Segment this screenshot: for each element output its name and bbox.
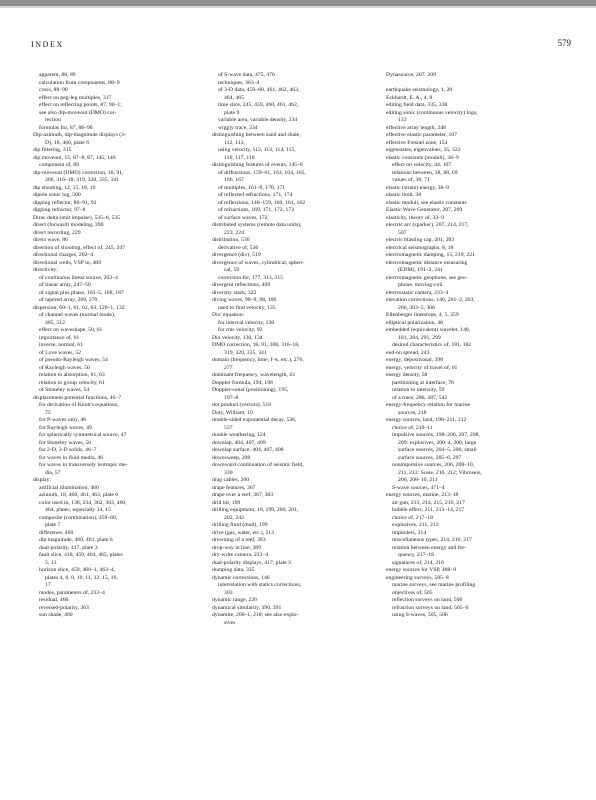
index-entry-continuation: sives — [224, 619, 236, 626]
index-entry: Doty, William, 19 — [212, 409, 253, 416]
index-entry: dispersion, 60–1, 61, 62, 63, 120–1, 132 — [33, 304, 125, 311]
index-entry: display: — [33, 477, 52, 483]
index-entry: downsweep, 208 — [212, 454, 251, 461]
index-entry: effective array length, 248 — [386, 124, 446, 131]
index-entry: elastic limit, 38 — [386, 192, 422, 198]
index-entry: distribution, 536 — [212, 237, 250, 243]
index-subentry: of reflected refractions, 171, 174 — [218, 192, 293, 198]
index-entry-continuation: 330 — [224, 469, 233, 476]
index-subentry: of reflections, 146–159, 160, 161, 162 — [218, 199, 306, 206]
index-subentry: of diffractions, 159–61, 163, 164, 165, — [218, 169, 306, 176]
index-entry: elasticity, theory of, 33–9 — [386, 214, 444, 221]
index-subentry: objectives of, 505 — [392, 589, 433, 596]
index-subentry: interrelation with statics corrections, — [218, 582, 302, 588]
index-entry: double-sided exponential decay, 536, — [212, 417, 297, 423]
index-entry: energy, depositional, 398 — [386, 357, 444, 363]
index-subentry: importance of, 61 — [39, 334, 80, 341]
index-entry: downlap surface, 404, 407, 408 — [212, 447, 284, 453]
index-subentry: for waves in transversely isotropic me- — [39, 462, 128, 468]
index-entry: dynamic corrections, 146 — [212, 574, 270, 581]
index-subentry: choice of, 210–11 — [392, 424, 433, 431]
index-subentry: effect on reflecting points, 87, 90–1; — [39, 102, 122, 108]
index-entry: end-on spread, 243 — [386, 349, 430, 356]
index-entry: elastic constants (moduli), 38–9 — [386, 154, 459, 161]
index-subentry: explosives, 211, 213 — [392, 522, 439, 528]
index-subentry: azimuth, 18, 460, 461, 463, plate 6 — [39, 492, 119, 498]
index-entry: direction of shooting, effect of, 245, 247 — [33, 244, 125, 251]
index-entry: dynamite, 200–1, 218; see also explo- — [212, 612, 299, 618]
index-entry: domain (frequency, time, f–k, etc.), 276, — [212, 357, 304, 363]
index-subentry: for Stoneley waves, 50 — [39, 439, 92, 446]
index-entry: Ellenberger limestone, 4, 5, 359 — [386, 312, 459, 318]
index-entry-continuation: plates 4, 6, 8, 10, 11, 12, 15, 16, — [45, 574, 118, 581]
index-entry: energy sources for VSP, 488–9 — [386, 567, 457, 573]
index-entry-continuation: 17 — [45, 582, 51, 588]
index-subentry: of Love waves, 52 — [39, 349, 82, 356]
index-entry: directional wells, VSP in, 489 — [33, 259, 101, 266]
index-subentry: correction for, 177, 313, 315 — [218, 274, 284, 281]
index-entry-continuation: 319, 320, 335, 341 — [224, 349, 267, 356]
index-entry: electromagnetic distance measuring — [386, 259, 468, 266]
index-subentry: derivative of, 536 — [218, 244, 259, 251]
index-entry: drag cables, 260 — [212, 477, 250, 483]
index-entry: downlap, 404, 407, 409 — [212, 439, 266, 446]
index-entry: elastic (strain) energy, 38–9 — [386, 184, 450, 191]
index-entry-continuation: 209: explosives, 200–4, 206; large — [398, 439, 477, 446]
index-entry-continuation: surface sources, 204–5, 206; small — [398, 447, 477, 453]
index-entry-continuation: sources, 218 — [398, 409, 427, 416]
index-subentry: of linear array, 247–50 — [39, 282, 91, 288]
index-column-3 — [386, 72, 566, 620]
index-entry: energy sources, land, 198–211, 212 — [386, 417, 467, 423]
index-entry: drape over a reef, 367, 383 — [212, 492, 274, 498]
index-entry-continuation: D), 18, 460, plate 6 — [45, 139, 90, 146]
index-column-1 — [33, 72, 205, 620]
index-subentry: for P-waves only, 46 — [39, 417, 87, 423]
index-subentry: of channel waves (normal mode), — [39, 312, 116, 318]
index-subentry: component of, 89 — [39, 162, 79, 168]
index-entry-continuation: 112, 113, — [224, 139, 245, 146]
index-entry: direct (forward) modeling, 390 — [33, 222, 104, 228]
index-subentry: of signal plus phase, 163–5, 168, 187 — [39, 289, 124, 296]
index-entry: dipping refractor, 97–8 — [33, 207, 86, 213]
index-subentry: for 2-D, 3-D solids, 46–7 — [39, 447, 97, 453]
page-number: 579 — [557, 38, 571, 48]
index-entry: dot product (vectors), 518 — [212, 402, 272, 408]
index-subentry: relation between energy and fre- — [392, 544, 466, 551]
index-entry: divergent reflections, 409 — [212, 282, 271, 288]
index-subentry: for Rayleigh waves, 49 — [39, 424, 92, 431]
index-subentry: artificial illumination, 460 — [39, 484, 99, 491]
index-subentry: modes, parameters of, 233–4 — [39, 589, 105, 596]
index-entry-continuation: 5, 13 — [45, 559, 57, 566]
index-subentry: calculation from components, 88–9 — [39, 79, 120, 86]
index-entry: distributed systems (remote data units), — [212, 222, 302, 228]
index-subentry: composite (combination), 459–60, — [39, 514, 118, 521]
index-subentry: using S-waves, 505, 506 — [392, 612, 448, 618]
index-subentry: for interval velocity, 130 — [218, 319, 275, 326]
index-entry: editing field data, 335, 338 — [386, 102, 448, 108]
index-entry-continuation: 306, 316–18, 319, 320, 335, 341 — [45, 177, 119, 183]
index-entry-continuation: plate 7 — [45, 522, 61, 528]
index-entry: directional charges, 202–4 — [33, 252, 94, 258]
index-entry: dry-write camera, 233–4 — [212, 552, 269, 558]
index-entry: dip moveout, 15, 87–8, 87, 145, 146 — [33, 154, 116, 161]
index-entry: Dynasource, 207, 209 — [386, 72, 436, 78]
index-entry: dipping reflector, 86–91, 92 — [33, 199, 97, 206]
index-subentry: sun shade, 460 — [39, 612, 73, 618]
index-entry: Dirac delta (unit impulse), 535–6, 535 — [33, 214, 121, 221]
index-subentry: apparent, 88, 89 — [39, 72, 76, 78]
index-entry-continuation: 266, 303–5, 306 — [398, 304, 435, 311]
index-entry: elliptical polarization, 46 — [386, 319, 444, 326]
index-entry-continuation: 133 — [398, 117, 407, 123]
index-entry: energy sources, marine, 213–18 — [386, 492, 459, 498]
index-entry-continuation: 116, 117, 118 — [224, 154, 255, 161]
index-subentry: see also dip-moveout (DMO) cor- — [39, 109, 117, 116]
index-subentry: of continuous linear source, 203–4 — [39, 274, 118, 281]
index-entry: electrical seismographs, 8, 18 — [386, 244, 454, 251]
index-entry-continuation: 211, 212: Sosie, 210, 212; Vibroseis, — [398, 469, 482, 476]
index-entry: directivity: — [33, 267, 58, 273]
index-subentry: time slice, 245, 459, 460, 461, 462, — [218, 102, 299, 108]
index-entry: divergence (div), 519 — [212, 252, 261, 258]
index-entry: electromagnetic geophone, see geo- — [386, 274, 468, 281]
index-subentry: of a trace, 286, 287, 542 — [392, 394, 448, 401]
index-subentry: dip magnitude, 460, 461, plate 6 — [39, 537, 113, 543]
index-subentry: used to find velocity, 135 — [218, 304, 276, 311]
index-entry-continuation: 197–8 — [224, 394, 239, 401]
index-entry: earthquake seismology, 1, 28 — [386, 87, 453, 93]
index-column-2 — [212, 72, 384, 627]
index-subentry: residual, 460 — [39, 597, 69, 603]
index-subentry: effect on waveshape, 50, 61 — [39, 327, 103, 333]
index-entry-continuation: 206, 208–10, 211 — [398, 477, 438, 483]
index-subentry: choice of, 217–18 — [392, 514, 433, 521]
index-subentry: wiggly trace, 234 — [218, 124, 258, 131]
index-entry: drive (gas, water, etc.), 513 — [212, 529, 274, 536]
index-entry: drape features, 367 — [212, 484, 256, 491]
index-entry: eigenstates, eigenvalues, 35, 522 — [386, 147, 461, 153]
index-entry-continuation: rection — [45, 117, 61, 123]
index-entry: dual-polarity displays, 417, plate 3 — [212, 559, 291, 566]
index-entry: energy-frequency relation for marine — [386, 402, 471, 408]
running-head: INDEX — [31, 40, 64, 49]
index-entry: dumping data, 335 — [212, 567, 255, 573]
index-subentry: horizon slice, 459, 460–1, 463–4, — [39, 567, 116, 573]
index-entry: dip filtering, 315 — [33, 147, 72, 153]
index-subentry: S-wave sources, 471–4 — [392, 484, 445, 491]
index-entry: drilling equipment, 18, 199, 200, 201, — [212, 507, 299, 513]
index-entry: dynamic range, 226 — [212, 597, 258, 603]
index-entry-continuation: 464, 465 — [224, 94, 244, 101]
index-subentry: for waves in fluid media, 46 — [39, 454, 104, 461]
index-entry: elevation corrections, 146, 261–2, 263, — [386, 297, 475, 303]
index-subentry: for rms velocity, 92 — [218, 327, 263, 333]
index-entry: electromagnetic damping, 15, 219, 221 — [386, 252, 475, 258]
index-entry: dynamical similarity, 390, 391 — [212, 604, 282, 611]
index-entry: effective Fresnel zone, 154 — [386, 139, 448, 146]
index-entry-continuation: 277 — [224, 364, 233, 371]
index-entry: divergence of waves, cylindrical, spheri- — [212, 259, 305, 266]
index-entry: drill bit, 199 — [212, 499, 241, 506]
index-entry: displacement potential functions, 46–7 — [33, 394, 122, 401]
index-subentry: miscellaneous types, 214, 216, 217 — [392, 537, 472, 543]
index-entry: engineering surveys, 505–8 — [386, 574, 449, 581]
index-entry-continuation: 166, 167 — [224, 177, 244, 183]
index-subentry: relation to intensity, 59 — [392, 387, 445, 393]
index-entry-continuation: 223, 224 — [224, 229, 244, 236]
index-subentry: for derivation of Knott's equations, — [39, 402, 119, 408]
index-entry: drowning of a reef, 383 — [212, 537, 266, 543]
index-subentry: air gun, 213, 214, 215, 216, 217 — [392, 499, 465, 506]
index-subentry: partitioning at interface, 76 — [392, 379, 454, 386]
index-subentry: of surface waves, 172 — [218, 214, 268, 221]
index-subentry: of tapered array, 269, 270 — [39, 297, 98, 303]
index-subentry: relation to group velocity, 61 — [39, 379, 105, 386]
index-entry: electric arc (sparker), 207, 214, 217, — [386, 222, 469, 228]
index-entry-continuation: cal, 59 — [224, 267, 240, 273]
index-subentry: color used in, 138, 234, 362, 363, 460, — [39, 499, 127, 506]
index-subentry: refraction surveys on land, 505–6 — [392, 604, 469, 611]
index-entry: diving waves, 98–9, 98, 100 — [212, 297, 277, 303]
index-entry: Doppler formula, 194, 198 — [212, 379, 273, 386]
index-entry-continuation: 485, 512 — [45, 319, 65, 326]
index-entry: dipole sonic log, 500 — [33, 192, 81, 198]
index-entry: electrostatic camera, 233–4 — [386, 289, 449, 296]
index-subentry: techniques, 363–4 — [218, 79, 260, 86]
index-subentry: fault slice, 418, 459, 464, 465, plates — [39, 552, 123, 558]
index-entry: DMO correction, 18, 91, 306, 316–18, — [212, 342, 300, 348]
index-subentry: of Rayleigh waves, 50 — [39, 364, 90, 371]
index-subentry: imploders, 214 — [392, 529, 427, 536]
index-subentry: using velocity, 112, 113, 114, 115, — [218, 147, 296, 153]
index-entry-continuation: plate 9 — [224, 109, 240, 116]
index-subentry: bubble effect, 211, 213–14, 217 — [392, 507, 465, 513]
index-entry: double weathering, 124 — [212, 432, 266, 438]
index-subentry: reflection surveys on land, 506 — [392, 597, 463, 603]
index-subentry: values of, 38, 71 — [392, 177, 430, 183]
index-entry-continuation: 537 — [224, 424, 233, 431]
index-entry: Doppler-sonar (positioning), 195, — [212, 387, 289, 393]
index-entry-continuation: phone, moving-coil — [398, 282, 443, 288]
index-entry: diversity stack, 322 — [212, 289, 257, 296]
index-subentry: difference, 460 — [39, 529, 74, 536]
index-entry: elastic moduli, see elastic constants — [386, 199, 467, 206]
index-entry: distinguishing features of events, 145–6 — [212, 162, 303, 168]
index-subentry: desired characteristics of, 181, 182 — [392, 342, 472, 348]
index-entry: dip-moveout (DMO) correction, 18, 91, — [33, 169, 124, 176]
index-entry: editing sonic (continuous velocity) logs, — [386, 109, 478, 116]
index-entry: dominant frequency, wavelength, 43 — [212, 372, 295, 378]
index-entry-continuation: 75 — [45, 409, 51, 416]
index-entry: Dix' equation: — [212, 312, 245, 318]
index-entry: energy density, 58 — [386, 372, 428, 378]
index-entry-continuation: 303 — [224, 589, 233, 596]
index-entry: Dix velocity, 130, 134 — [212, 334, 263, 341]
index-entry: direct wave, 86 — [33, 237, 68, 243]
index-entry-continuation: 464, plates, especially 14, 15 — [45, 507, 111, 513]
index-entry: drilling fluid (mud), 199 — [212, 522, 268, 528]
index-entry-continuation: 202, 242 — [224, 514, 244, 521]
index-entry: dip shooting, 12, 15, 18, 19 — [33, 184, 96, 191]
index-subentry: inverse, normal, 61 — [39, 342, 83, 348]
index-entry: downward continuation of seismic field, — [212, 462, 304, 468]
index-entry: Dip-azimuth, dip-magnitude displays (3- — [33, 132, 126, 138]
index-subentry: variable area, variable density, 234 — [218, 117, 298, 123]
index-subentry: marine surveys, see marine profiling — [392, 582, 476, 588]
index-entry: Elastic Wave Generator, 207, 209 — [386, 207, 463, 213]
index-entry: Eckhardt, E. A., 4, 8 — [386, 94, 433, 101]
index-subentry: reversed-polarity, 363 — [39, 604, 89, 611]
index-subentry: of S-wave data, 475, 476 — [218, 72, 275, 78]
index-subentry: impulsive sources, 198–206, 207, 208, — [392, 432, 480, 438]
index-entry: electric blasting cap, 201, 203 — [386, 237, 455, 243]
index-entry-continuation: quency, 217–18 — [398, 552, 434, 558]
index-subentry: of Stoneley waves, 54 — [39, 387, 90, 393]
index-subentry: of pseudo-Rayleigh waves, 54 — [39, 357, 108, 363]
index-entry-continuation: dia, 57 — [45, 469, 61, 476]
index-entry-continuation: 181, 284, 291, 299 — [398, 334, 441, 341]
index-entry: embedded (equivalent) wavelet, 148, — [386, 327, 471, 333]
index-entry: effective elastic parameter, 107 — [386, 132, 458, 138]
index-entry: distinguishing between sand and shale, — [212, 132, 301, 138]
index-entry: drop-way in line, 389 — [212, 544, 261, 551]
index-entry-continuation: 507 — [398, 229, 407, 236]
index-subentry: effect on peg-leg multiples, 317 — [39, 94, 112, 101]
index-subentry: of refractions, 169, 171, 172, 173 — [218, 207, 294, 213]
index-subentry: nonimpulsive sources, 206, 208–10, — [392, 462, 475, 468]
index-subentry: relations between, 38, 68, 69 — [392, 169, 458, 176]
index-entry: energy, velocity of travel of, 61 — [386, 364, 458, 371]
index-subentry: for spherically symmetrical source, 47 — [39, 432, 127, 438]
index-subentry: formulas for, 87, 88–90 — [39, 124, 93, 131]
index-entry: direct recording, 229 — [33, 229, 81, 236]
index-subentry: signatures of, 214, 216 — [392, 559, 444, 566]
index-subentry: effect on velocity, 44, 107 — [392, 162, 452, 168]
index-subentry: cross, 88–90 — [39, 87, 68, 93]
index-entry-continuation: (EDM), 191–2, 241 — [398, 267, 443, 273]
index-subentry: of multiples, 161–9, 170, 171 — [218, 184, 286, 191]
index-subentry: of 3-D data, 459–60, 461, 462, 463, — [218, 87, 300, 93]
index-subentry: dual-polarity, 417, plate 3 — [39, 544, 98, 551]
index-entry — [386, 80, 566, 88]
top-border-shadow — [0, 6, 596, 8]
index-subentry: relation to absorption, 61, 63 — [39, 372, 105, 378]
index-entry-continuation: surface sources, 205–6, 207 — [398, 454, 462, 461]
